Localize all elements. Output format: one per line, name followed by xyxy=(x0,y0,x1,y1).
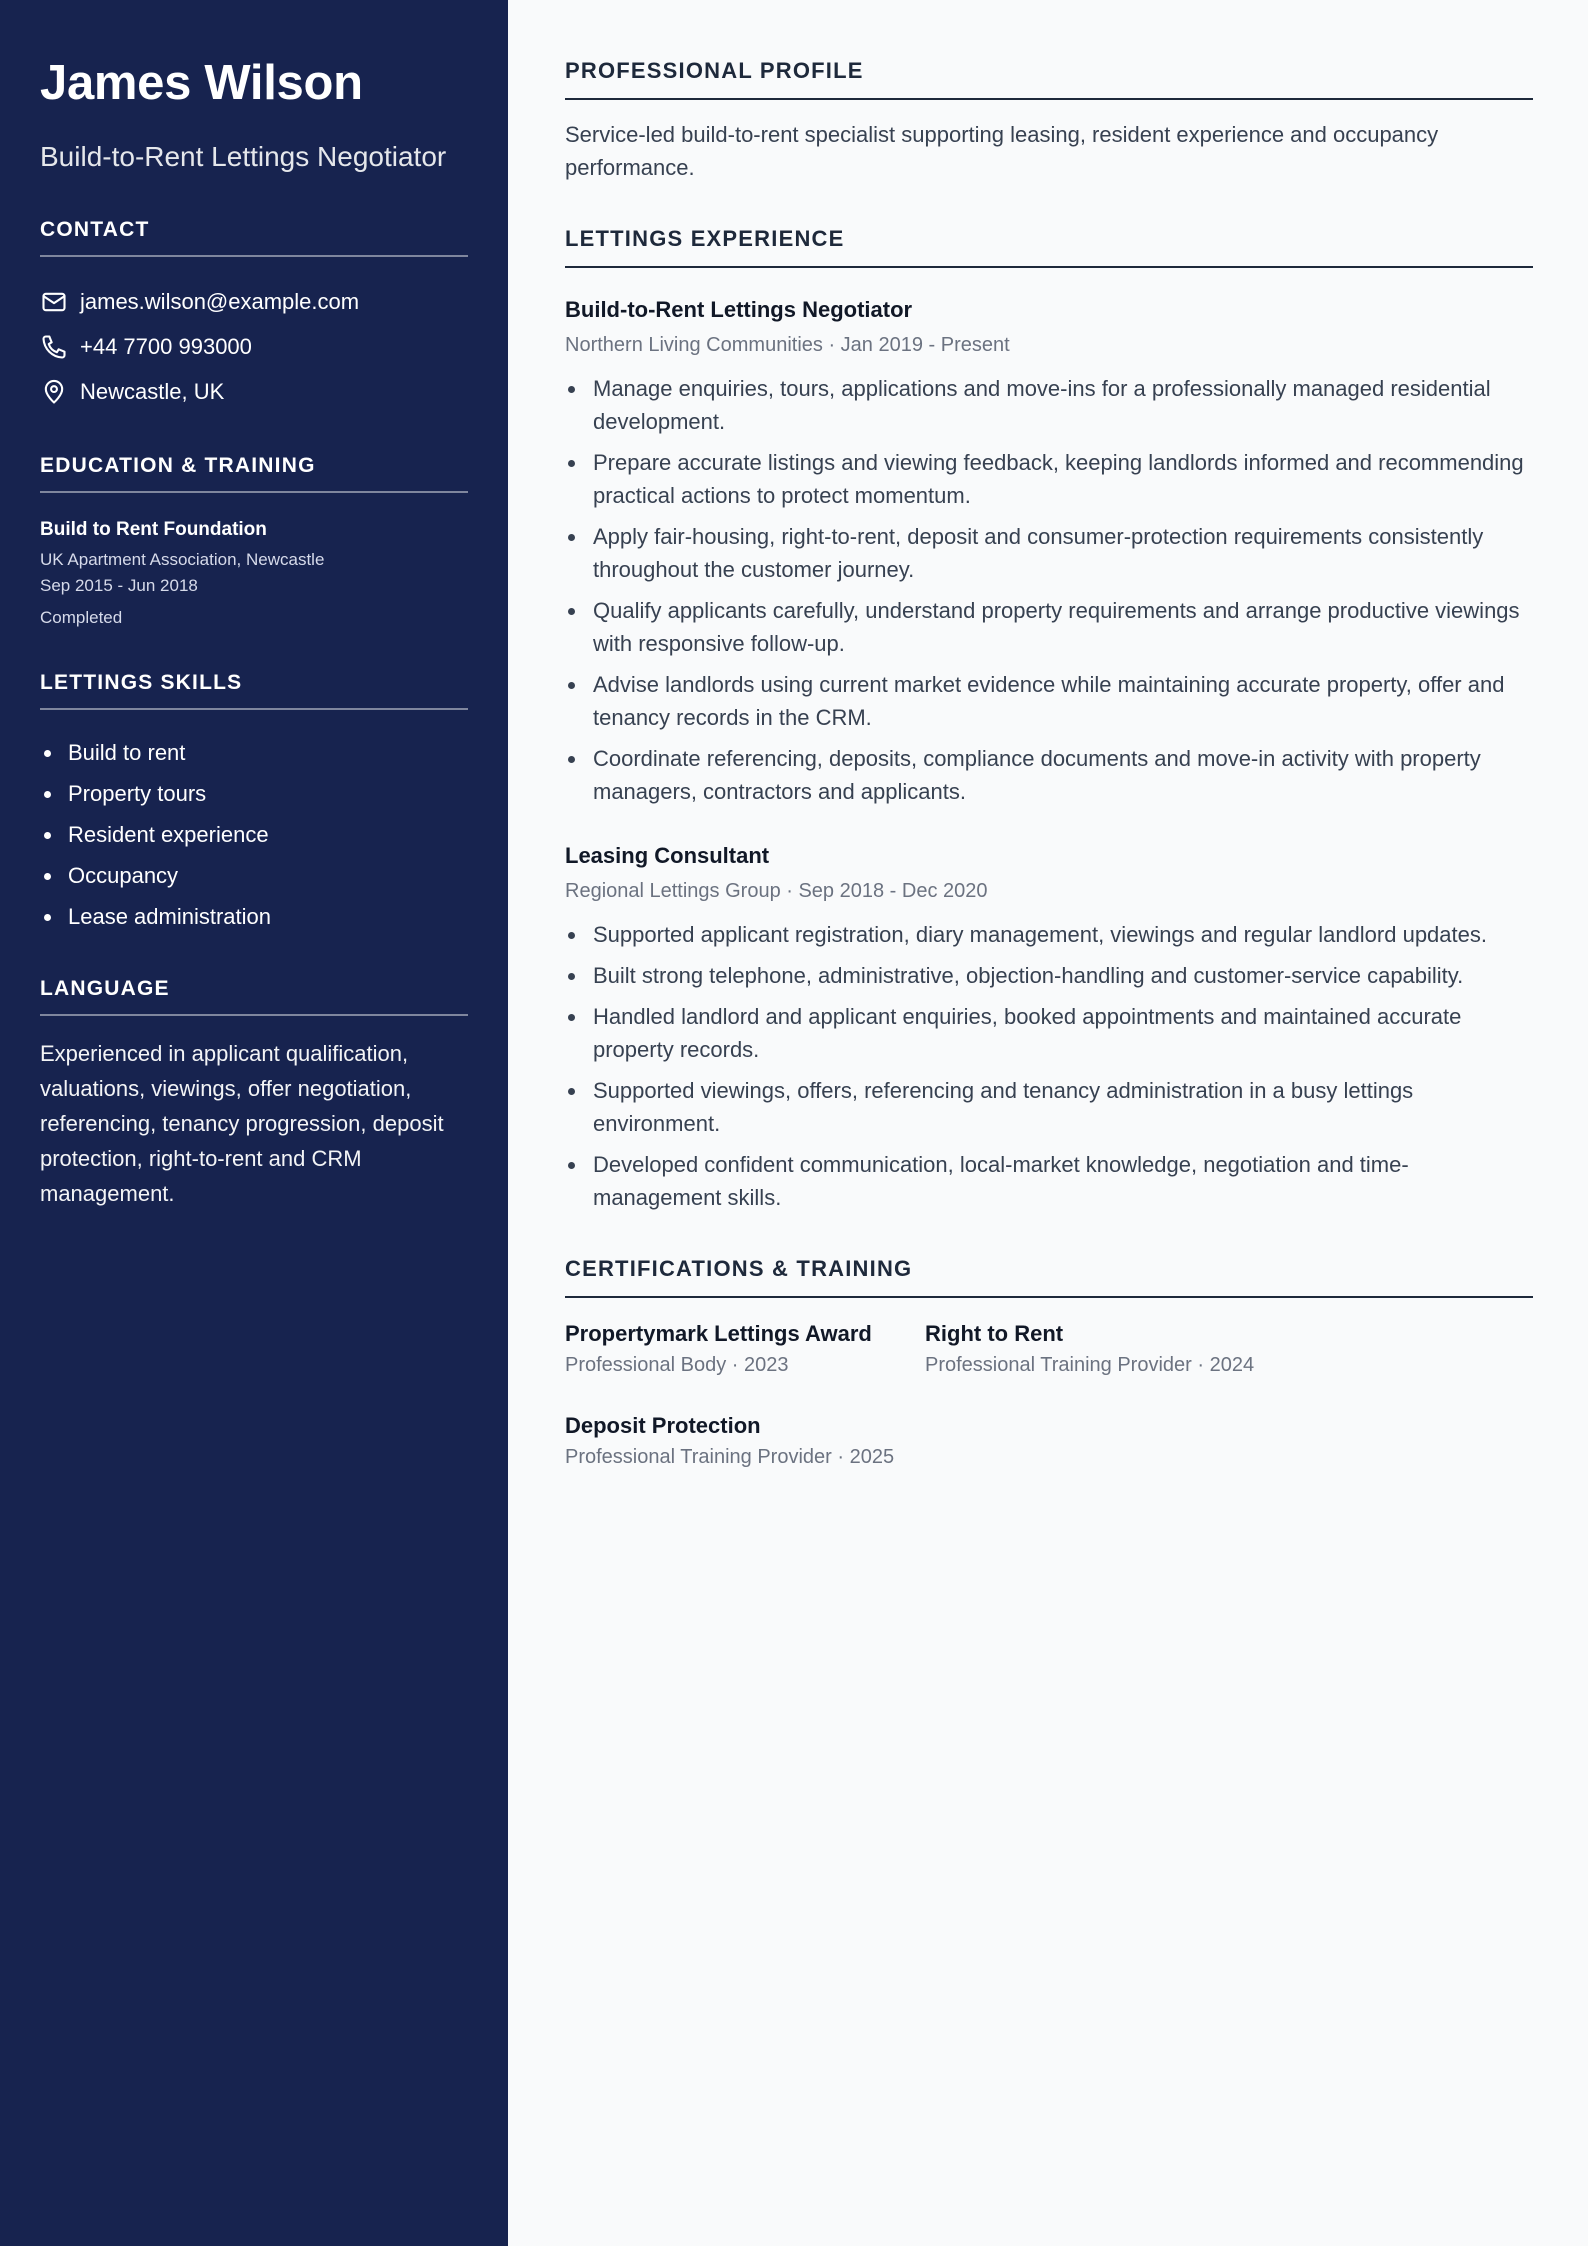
job-bullet: Manage enquiries, tours, applications and move-ins for a professionally managed residential development. xyxy=(565,372,1533,438)
contact-heading: CONTACT xyxy=(40,218,468,257)
education-status: Completed xyxy=(40,608,123,627)
skill-item: Build to rent xyxy=(40,732,468,773)
education-title: Build to Rent Foundation xyxy=(40,519,267,540)
job-meta: Northern Living Communities · Jan 2019 - Present xyxy=(565,334,1010,356)
language-text: Experienced in applicant qualification, valuations, viewings, offer negotiation, referencing, tenancy progression, deposit protection, right-to-rent and CRM management. xyxy=(40,1041,444,1206)
job-bullet: Built strong telephone, administrative, objection-handling and customer-service capability. xyxy=(565,959,1533,992)
certifications-heading: CERTIFICATIONS & TRAINING xyxy=(565,1256,1533,1298)
job-bullet: Handled landlord and applicant enquiries, booked appointments and maintained accurate property records. xyxy=(565,1000,1533,1066)
profile-heading: PROFESSIONAL PROFILE xyxy=(565,58,1533,100)
education-heading: EDUCATION & TRAINING xyxy=(40,454,468,493)
education-section xyxy=(40,454,468,631)
experience-section xyxy=(565,226,1533,1214)
skills-heading: LETTINGS SKILLS xyxy=(40,671,468,710)
certification-item xyxy=(565,1412,925,1470)
sidebar xyxy=(0,0,508,2246)
main-content xyxy=(565,0,1533,1470)
certifications-section xyxy=(565,1256,1533,1470)
certification-item xyxy=(565,1320,925,1378)
location-pin-icon xyxy=(40,378,68,406)
contact-phone[interactable]: +44 7700 993000 xyxy=(80,333,252,359)
contact-location-row xyxy=(40,369,468,414)
contact-list xyxy=(40,279,468,414)
profile-text: Service-led build-to-rent specialist supporting leasing, resident experience and occupancy performance. xyxy=(565,122,1439,180)
candidate-name: James Wilson xyxy=(40,56,363,110)
education-institution: UK Apartment Association, Newcastle xyxy=(40,550,325,569)
job-title: Leasing Consultant xyxy=(565,843,770,868)
job-bullets xyxy=(565,918,1533,1214)
contact-email-row xyxy=(40,279,468,324)
contact-location: Newcastle, UK xyxy=(80,378,225,404)
job-title: Build-to-Rent Lettings Negotiator xyxy=(565,297,913,322)
education-dates: Sep 2015 - Jun 2018 xyxy=(40,576,198,595)
job-bullet: Prepare accurate listings and viewing feedback, keeping landlords informed and recommending practical actions to protect momentum. xyxy=(565,446,1533,512)
certification-meta: Professional Training Provider · 2025 xyxy=(565,1446,895,1468)
job-meta: Regional Lettings Group · Sep 2018 - Dec 2020 xyxy=(565,880,988,902)
certification-name: Right to Rent xyxy=(925,1321,1064,1346)
phone-icon xyxy=(40,333,68,361)
job-bullet: Developed confident communication, local-market knowledge, negotiation and time-management skills. xyxy=(565,1148,1533,1214)
job-bullet: Apply fair-housing, right-to-rent, deposit and consumer-protection requirements consistently throughout the customer journey. xyxy=(565,520,1533,586)
skills-list xyxy=(40,732,468,937)
certifications-grid xyxy=(565,1320,1533,1470)
job-bullet: Advise landlords using current market evidence while maintaining accurate property, offer and tenancy records in the CRM. xyxy=(565,668,1533,734)
job-bullet: Qualify applicants carefully, understand property requirements and arrange productive viewings with responsive follow-up. xyxy=(565,594,1533,660)
job-bullet: Supported viewings, offers, referencing and tenancy administration in a busy lettings environment. xyxy=(565,1074,1533,1140)
job-entry xyxy=(565,296,1533,808)
certification-name: Propertymark Lettings Award xyxy=(565,1321,872,1346)
candidate-role: Build-to-Rent Lettings Negotiator xyxy=(40,141,447,172)
job-entry xyxy=(565,842,1533,1214)
job-bullet: Coordinate referencing, deposits, compliance documents and move-in activity with property managers, contractors and applicants. xyxy=(565,742,1533,808)
skill-item: Resident experience xyxy=(40,814,468,855)
contact-section xyxy=(40,218,468,414)
skill-item: Property tours xyxy=(40,773,468,814)
contact-email[interactable]: james.wilson@example.com xyxy=(80,288,360,314)
contact-phone-row xyxy=(40,324,468,369)
skills-section xyxy=(40,671,468,937)
language-section xyxy=(40,977,468,1211)
education-entry xyxy=(40,517,468,631)
certification-name: Deposit Protection xyxy=(565,1413,761,1438)
certification-item xyxy=(925,1320,1285,1378)
profile-section xyxy=(565,58,1533,184)
certification-meta: Professional Training Provider · 2024 xyxy=(925,1354,1255,1376)
skill-item: Occupancy xyxy=(40,855,468,896)
certification-meta: Professional Body · 2023 xyxy=(565,1354,789,1376)
job-bullet: Supported applicant registration, diary management, viewings and regular landlord updates. xyxy=(565,918,1533,951)
experience-heading: LETTINGS EXPERIENCE xyxy=(565,226,1533,268)
language-heading: LANGUAGE xyxy=(40,977,468,1016)
mail-icon xyxy=(40,288,68,316)
job-bullets xyxy=(565,372,1533,808)
skill-item: Lease administration xyxy=(40,896,468,937)
